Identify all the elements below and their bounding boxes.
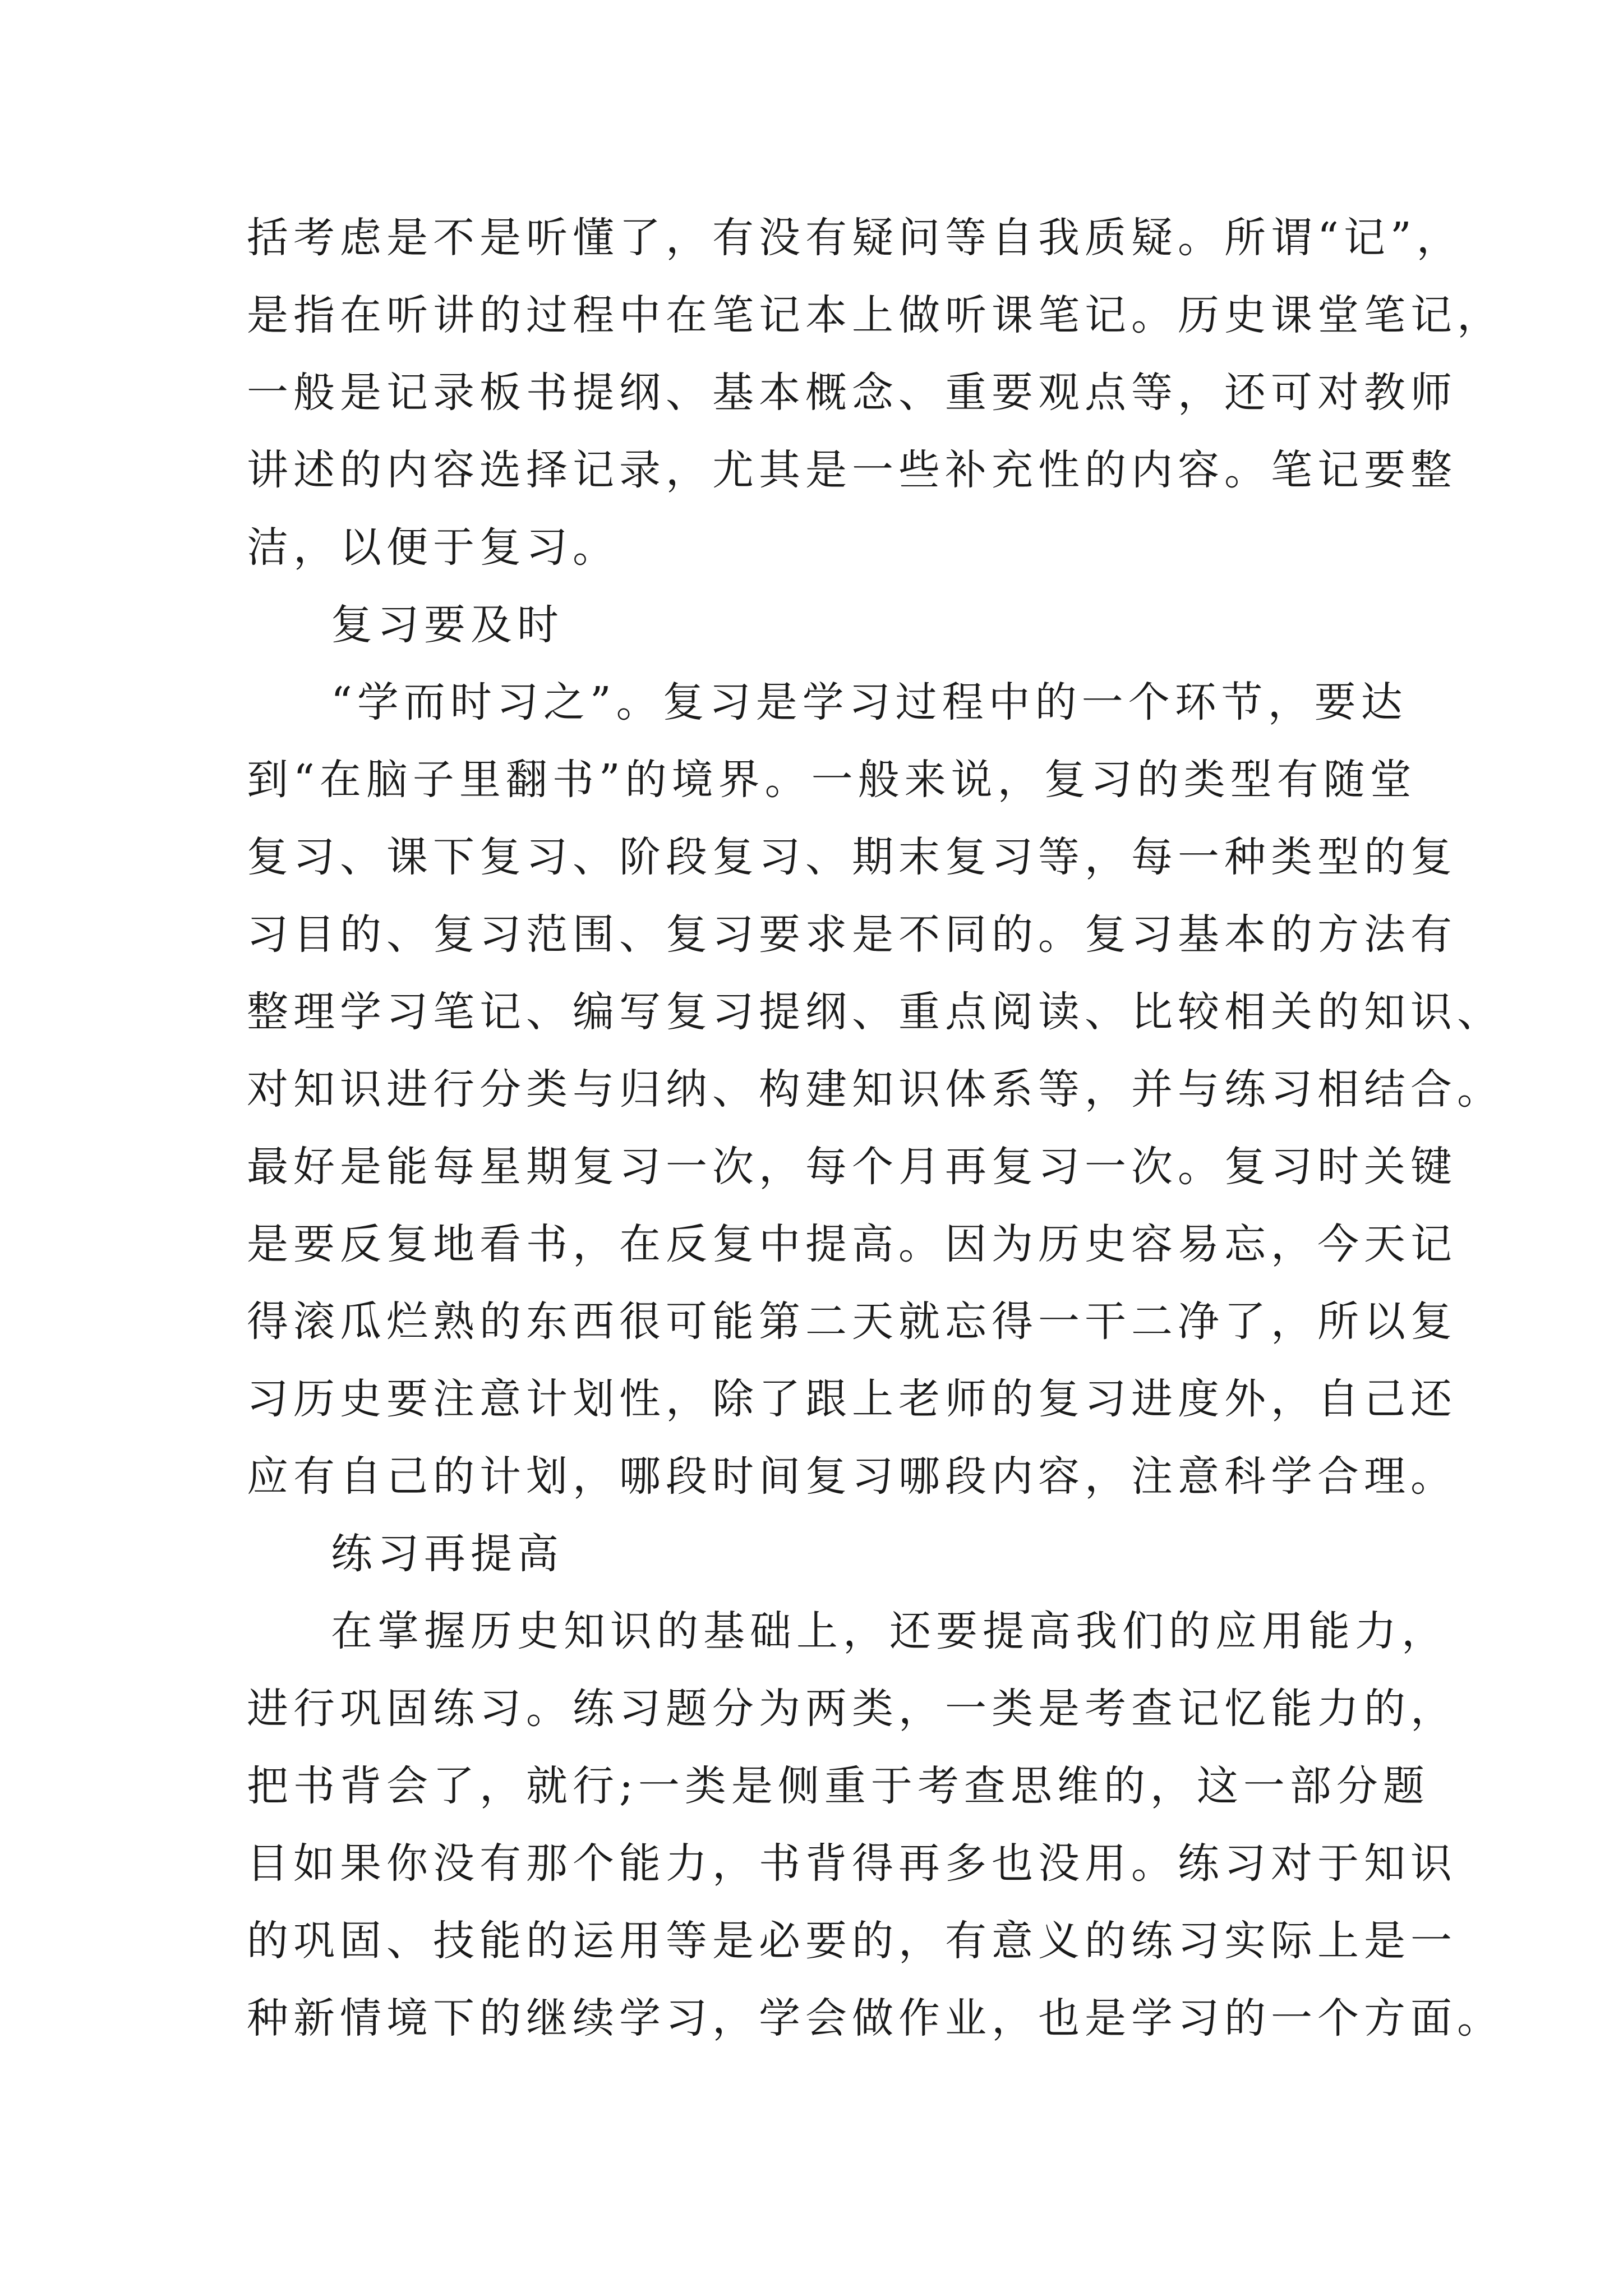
text-line: 得滚瓜烂熟的东西很可能第二天就忘得一干二净了，所以复 (247, 1297, 1457, 1346)
body-text (247, 199, 1504, 2057)
text-line: 整理学习笔记、编写复习提纲、重点阅读、比较相关的知识、 (247, 988, 1504, 1036)
text-line: 一般是记录板书提纲、基本概念、重要观点等，还可对教师 (247, 369, 1457, 417)
text-line: 对知识进行分类与归纳、构建知识体系等，并与练习相结合。 (247, 1065, 1504, 1114)
text-line: 是指在听讲的过程中在笔记本上做听课笔记。历史课堂笔记， (247, 291, 1504, 339)
text-line: 进行巩固练习。练习题分为两类，一类是考查记忆能力的， (247, 1685, 1457, 1733)
text-line: 括考虑是不是听懂了，有没有疑问等自我质疑。所谓“记”， (247, 214, 1463, 262)
text-line: 习历史要注意计划性，除了跟上老师的复习进度外，自己还 (247, 1375, 1457, 1423)
text-line: 应有自己的计划，哪段时间复习哪段内容，注意科学合理。 (247, 1452, 1457, 1501)
text-line: 最好是能每星期复习一次，每个月再复习一次。复习时关键 (247, 1143, 1457, 1191)
text-line: 洁，以便于复习。 (247, 523, 619, 572)
text-line: 目如果你没有那个能力，书背得再多也没用。练习对于知识 (247, 1839, 1457, 1888)
text-line: 是要反复地看书，在反复中提高。因为历史容易忘，今天记 (247, 1220, 1457, 1268)
paragraph-start-line: 练习再提高 (331, 1530, 564, 1578)
text-line: 种新情境下的继续学习，学会做作业，也是学习的一个方面。 (247, 1994, 1504, 2042)
paragraph-start-line: “学而时习之”。复习是学习过程中的一个环节，要达 (331, 678, 1408, 726)
paragraph-start-line: 复习要及时 (331, 601, 564, 649)
text-line: 复习、课下复习、阶段复习、期末复习等，每一种类型的复 (247, 833, 1457, 881)
text-line: 讲述的内容选择记录，尤其是一些补充性的内容。笔记要整 (247, 446, 1457, 494)
text-line: 到“在脑子里翻书”的境界。一般来说，复习的类型有随堂 (247, 756, 1417, 804)
text-line: 习目的、复习范围、复习要求是不同的。复习基本的方法有 (247, 910, 1457, 959)
text-line: 把书背会了，就行;一类是侧重于考查思维的，这一部分题 (247, 1762, 1430, 1810)
text-line: 的巩固、技能的运用等是必要的，有意义的练习实际上是一 (247, 1917, 1457, 1965)
paragraph-start-line: 在掌握历史知识的基础上，还要提高我们的应用能力， (331, 1607, 1448, 1655)
